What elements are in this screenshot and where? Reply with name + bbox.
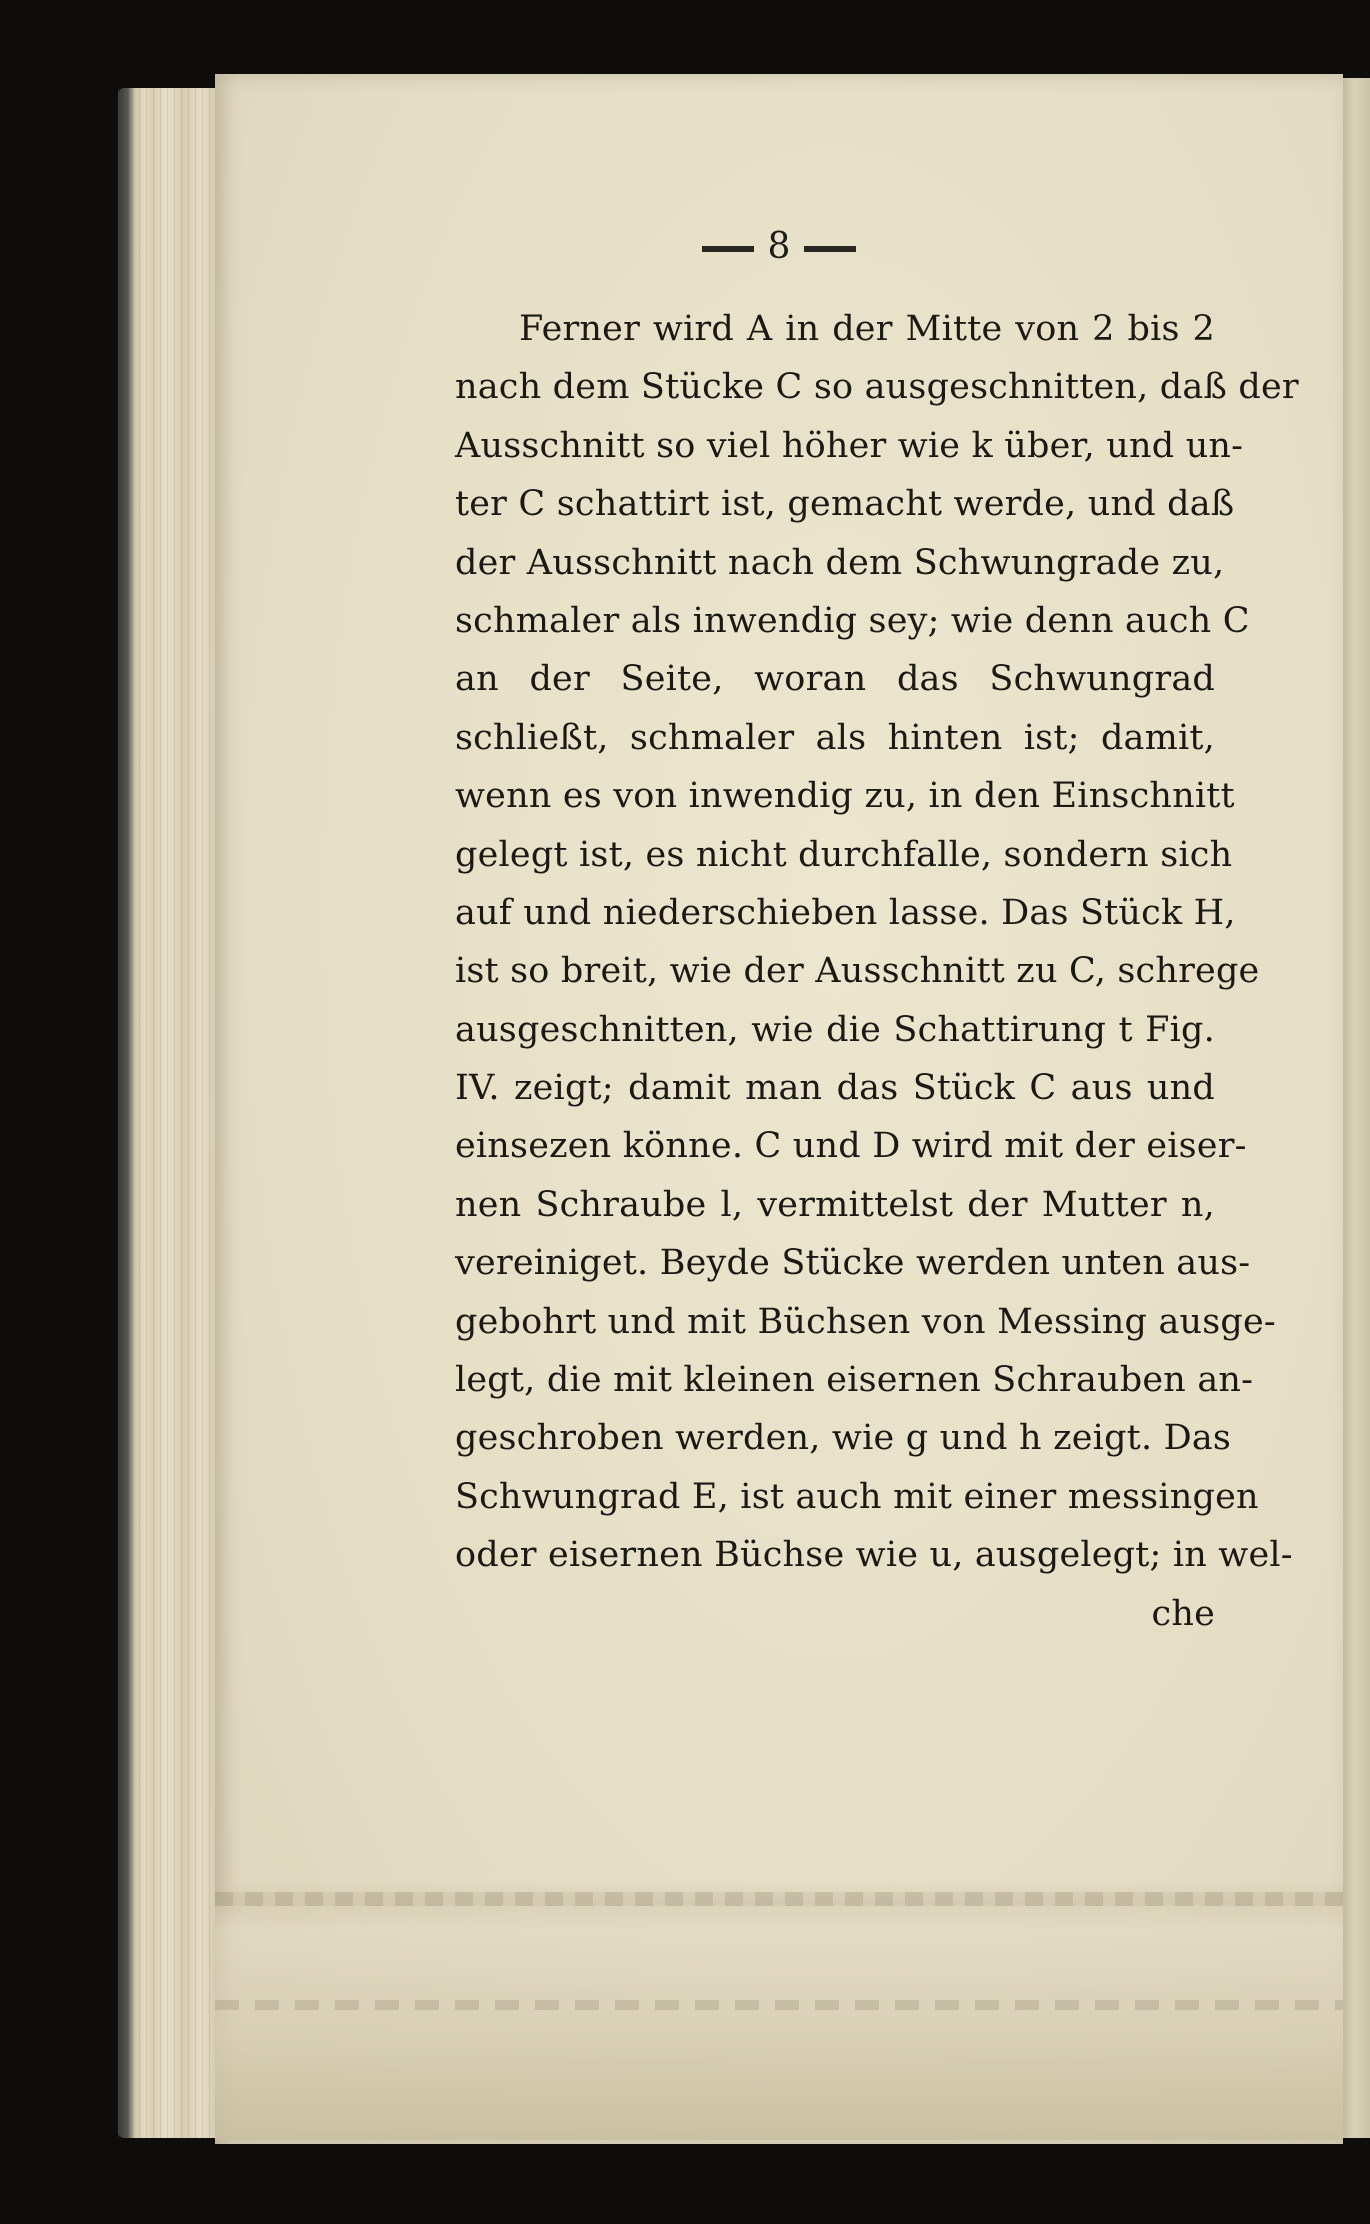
body-text	[455, 300, 1299, 1643]
deckled-bottom-edge	[215, 1880, 1343, 2140]
text-line: auf und niederschieben lasse. Das Stück H,	[455, 892, 1236, 933]
text-line: wenn es von inwendig zu, in den Einschnitt	[455, 776, 1235, 817]
text-line: einsezen könne. C und D wird mit der eiser-	[455, 1126, 1247, 1167]
text-line: nen Schraube l, vermittelst der Mutter n,	[455, 1184, 1215, 1225]
text-line: legt, die mit kleinen eisernen Schrauben an-	[455, 1360, 1254, 1401]
text-line: Ausschnitt so viel höher wie k über, und un-	[455, 425, 1244, 466]
text-line: ausgeschnitten, wie die Schattirung t Fig.	[455, 1009, 1215, 1050]
page-number-header	[215, 226, 1343, 267]
left-rule	[702, 246, 754, 252]
text-line: an der Seite, woran das Schwungrad	[455, 659, 1215, 700]
right-rule	[804, 246, 856, 252]
text-line: schließt, schmaler als hinten ist; damit,	[455, 717, 1215, 758]
text-line: der Ausschnitt nach dem Schwungrade zu,	[455, 542, 1225, 583]
page-number: 8	[767, 226, 791, 267]
text-line: Schwungrad E, ist auch mit einer messingen	[455, 1476, 1259, 1517]
text-line: oder eisernen Büchse wie u, ausgelegt; in wel-	[455, 1535, 1293, 1576]
text-line: Ferner wird A in der Mitte von 2 bis 2	[519, 309, 1215, 349]
text-line: nach dem Stücke C so ausgeschnitten, daß der	[455, 367, 1299, 408]
text-line: gelegt ist, es nicht durchfalle, sondern sich	[455, 834, 1233, 875]
catchword: che	[1151, 1593, 1215, 1634]
text-line: vereiniget. Beyde Stücke werden unten aus-	[455, 1243, 1251, 1284]
text-line: ist so breit, wie der Ausschnitt zu C, schrege	[455, 951, 1260, 992]
text-line: IV. zeigt; damit man das Stück C aus und	[455, 1068, 1215, 1109]
text-line: geschroben werden, wie g und h zeigt. Das	[455, 1418, 1232, 1459]
text-line: ter C schattirt ist, gemacht werde, und daß	[455, 484, 1235, 525]
text-line: gebohrt und mit Büchsen von Messing ausge-	[455, 1301, 1276, 1342]
text-line: schmaler als inwendig sey; wie denn auch C	[455, 600, 1250, 641]
